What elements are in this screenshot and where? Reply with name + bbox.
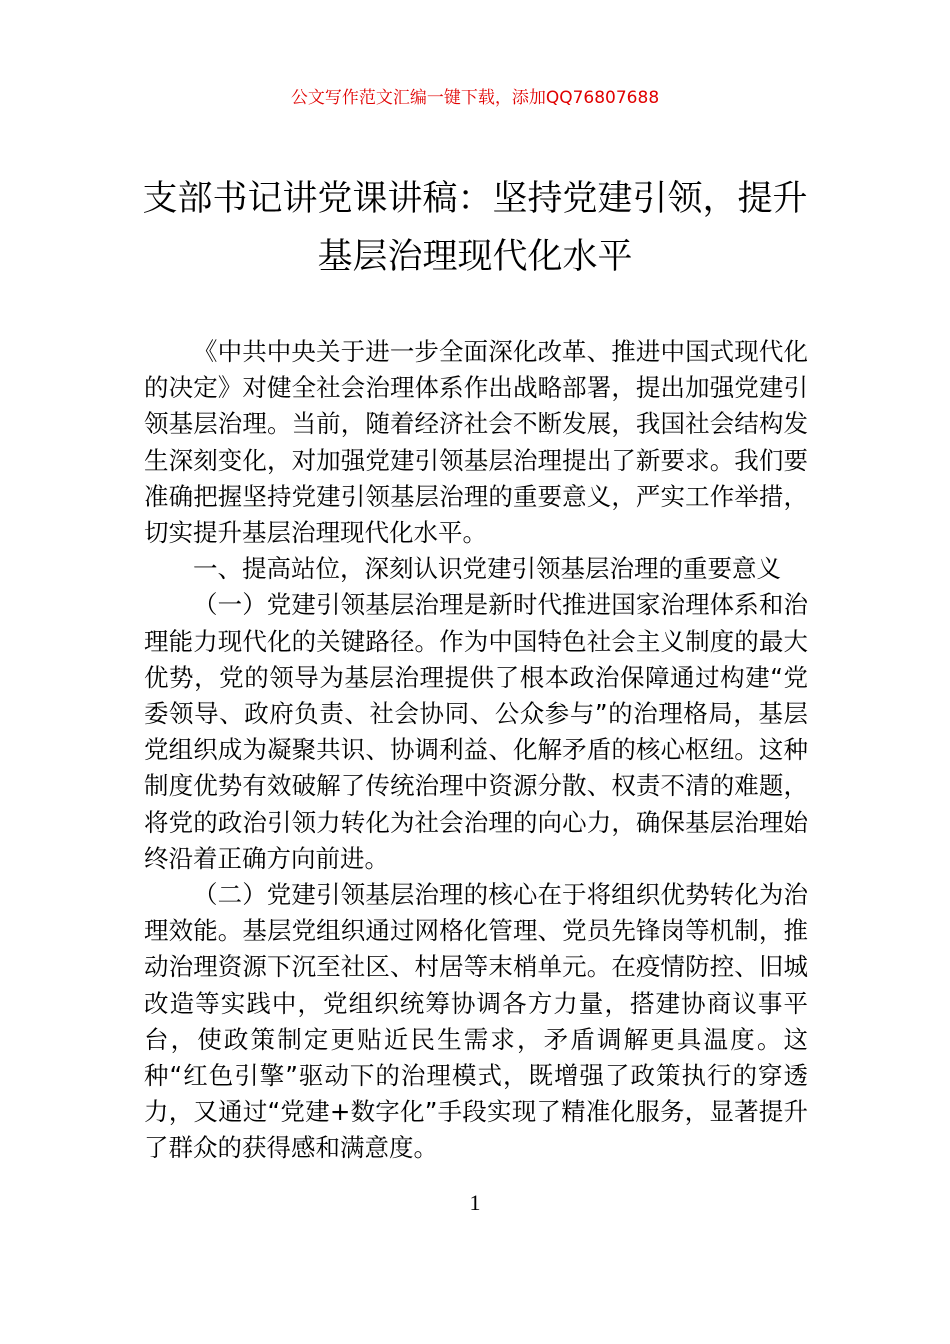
page-number: 1 [469, 1190, 481, 1215]
intro-paragraph: 《中共中央关于进一步全面深化改革、推进中国式现代化的决定》对健全社会治理体系作出战略部署，提出加强党建引领基层治理。当前，随着经济社会不断发展，我国社会结构发生深刻变化，对加强党建引领基层治理提出了新要求。我们要准确把握坚持党建引领基层治理的重要意义，严实工作举措，切实提升基层治理现代化水平。 [144, 337, 808, 548]
document-title: 支部书记讲党课讲稿：坚持党建引领，提升基层治理现代化水平 [142, 179, 808, 277]
subsection-paragraph-2: （二）党建引领基层治理的核心在于将组织优势转化为治理效能。基层党组织通过网格化管理、党员先锋岗等机制，推动治理资源下沉至社区、村居等末梢单元。在疫情防控、旧城改造等实践中，党组织统筹协调各方力量，搭建协商议事平台，使政策制定更贴近民生需求，矛盾调解更具温度。这种“红色引擎”驱动下的治理模式，既增强了政策执行的穿透力，又通过“党建+数字化”手段实现了精准化服务，显著提升了群众的获得感和满意度。 [144, 880, 808, 1163]
section-heading: 一、提高站位，深刻认识党建引领基层治理的重要意义 [193, 554, 781, 584]
document-body [144, 334, 808, 1167]
header-note: 公文写作范文汇编一键下载，添加QQ76807688 [290, 88, 660, 108]
subsection-paragraph-1: （一）党建引领基层治理是新时代推进国家治理体系和治理能力现代化的关键路径。作为中国特色社会主义制度的最大优势，党的领导为基层治理提供了根本政治保障通过构建“党委领导、政府负责、社会协同、公众参与”的治理格局，基层党组织成为凝聚共识、协调利益、化解矛盾的核心枢纽。这种制度优势有效破解了传统治理中资源分散、权责不清的难题，将党的政治引领力转化为社会治理的向心力，确保基层治理始终沿着正确方向前进。 [144, 590, 808, 873]
